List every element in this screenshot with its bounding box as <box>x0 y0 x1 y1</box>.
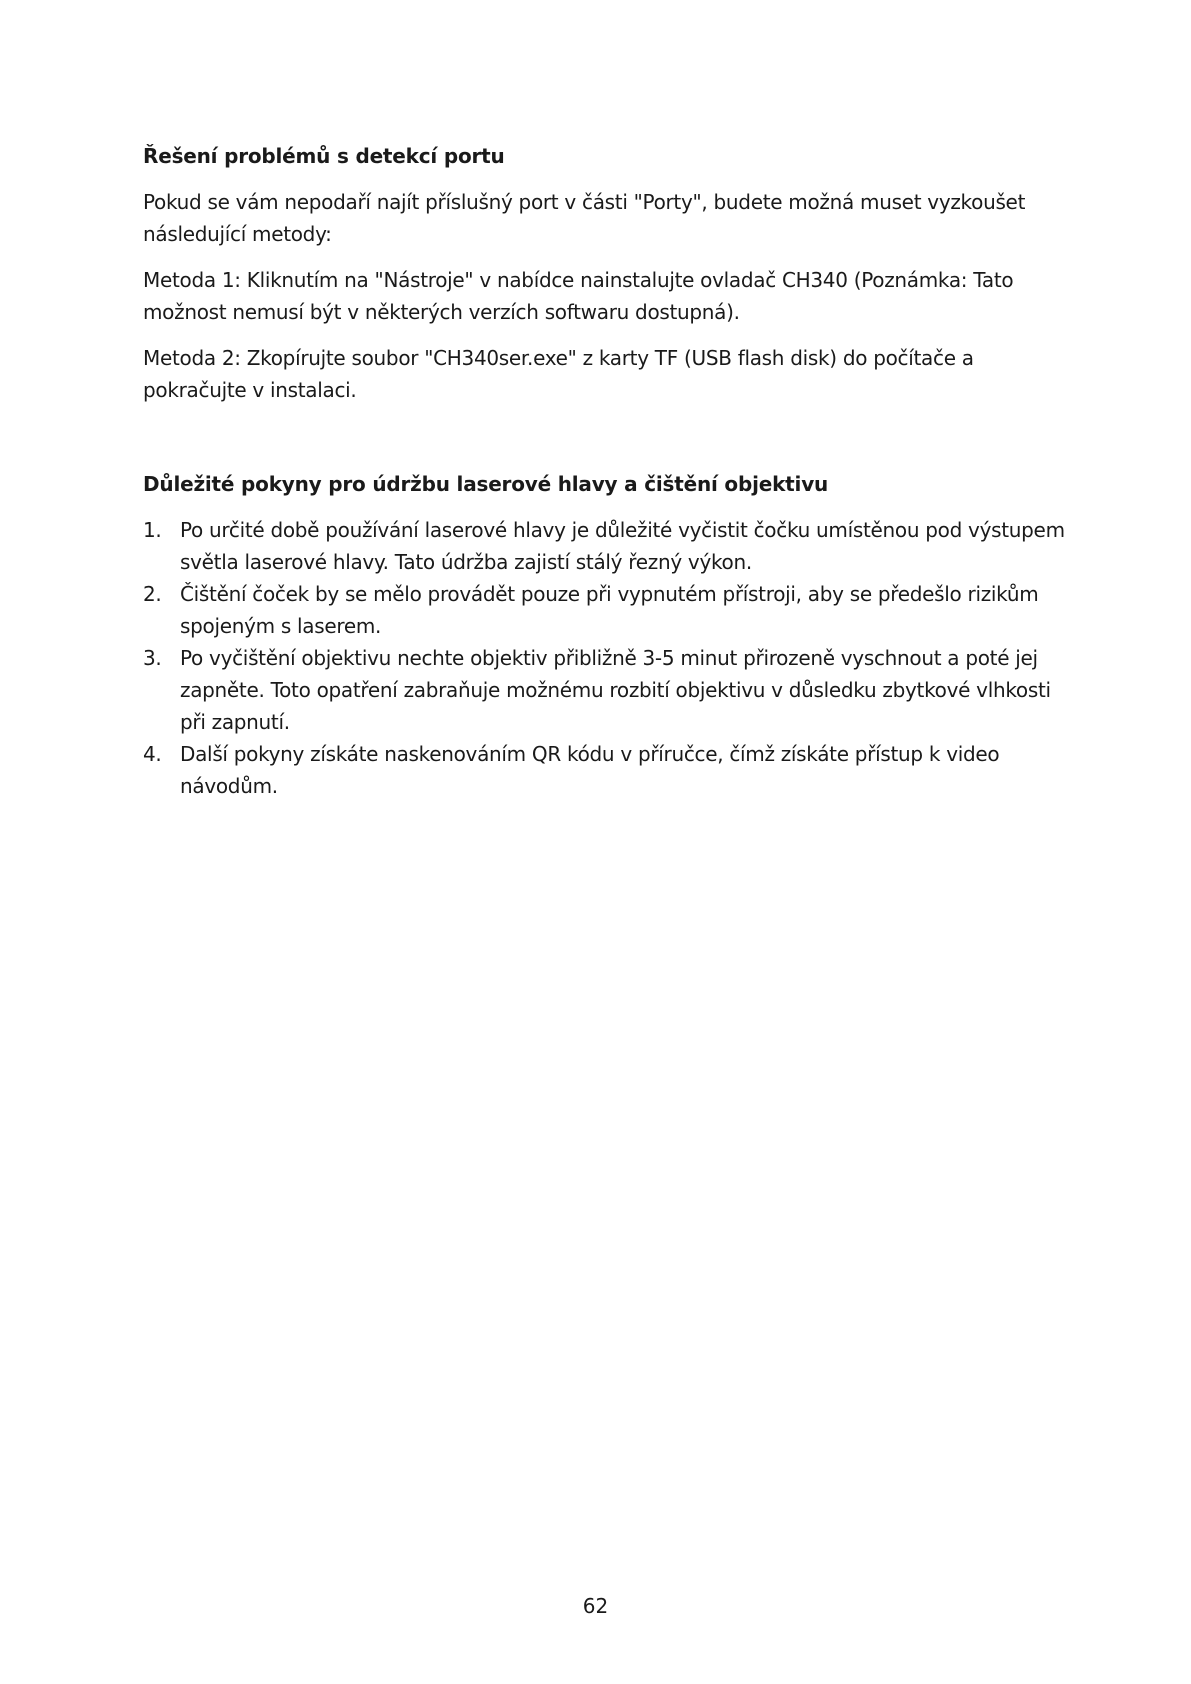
document-page <box>143 140 1068 802</box>
list-item-number: 2. <box>143 582 162 606</box>
maintenance-heading: Důležité pokyny pro údržbu laserové hlavy a čištění objektivu <box>143 472 829 496</box>
list-item <box>143 738 1068 802</box>
list-item <box>143 514 1068 578</box>
list-item-text: Po určité době používání laserové hlavy je důležité vyčistit čočku umístěnou pod výstupem světla laserové hlavy. Tato údržba zajistí stálý řezný výkon. <box>180 518 1065 574</box>
list-item-number: 3. <box>143 646 162 670</box>
page-number: 62 <box>582 1594 609 1618</box>
section-spacer <box>143 420 1068 468</box>
list-item-text: Po vyčištění objektivu nechte objektiv přibližně 3-5 minut přirozeně vyschnout a poté jej zapněte. Toto opatření zabraňuje možnému rozbití objektivu v důsledku zbytkové vlhkosti při zapnutí. <box>180 646 1051 734</box>
port-troubleshooting-intro: Pokud se vám nepodaří najít příslušný port v části "Porty", budete možná muset vyzkoušet následující metody: <box>143 190 1026 246</box>
method-1-paragraph: Metoda 1: Kliknutím na "Nástroje" v nabídce nainstalujte ovladač CH340 (Poznámka: Tato možnost nemusí být v některých verzích softwaru dostupná). <box>143 268 1014 324</box>
list-item <box>143 578 1068 642</box>
method-2-paragraph: Metoda 2: Zkopírujte soubor "CH340ser.exe" z karty TF (USB flash disk) do počítače a pokračujte v instalaci. <box>143 346 974 402</box>
list-item-number: 4. <box>143 742 162 766</box>
list-item-text: Další pokyny získáte naskenováním QR kódu v příručce, čímž získáte přístup k video návodům. <box>180 742 1000 798</box>
list-item <box>143 642 1068 738</box>
list-item-text: Čištění čoček by se mělo provádět pouze při vypnutém přístroji, aby se předešlo rizikům spojeným s laserem. <box>180 582 1039 638</box>
list-item-number: 1. <box>143 518 162 542</box>
port-troubleshooting-heading: Řešení problémů s detekcí portu <box>143 144 505 168</box>
maintenance-list <box>143 514 1068 802</box>
